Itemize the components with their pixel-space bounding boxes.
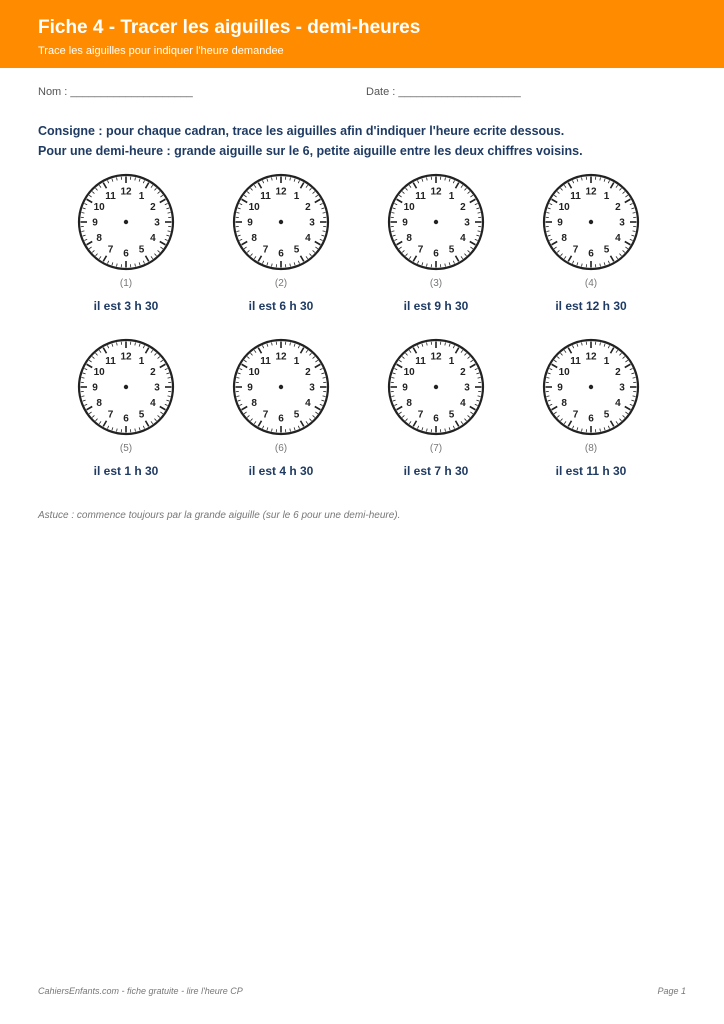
clock-face[interactable] bbox=[76, 172, 176, 272]
clock-numeral: 4 bbox=[150, 398, 156, 410]
clock-numeral: 5 bbox=[293, 244, 300, 256]
clock-numeral: 1 bbox=[603, 355, 610, 367]
clock-numeral: 7 bbox=[262, 409, 269, 421]
clock-numeral: 4 bbox=[615, 233, 621, 245]
clock-numeral: 6 bbox=[278, 248, 284, 260]
clock-numeral: 9 bbox=[402, 217, 408, 229]
clock-caption: il est 11 h 30 bbox=[555, 464, 627, 478]
clock-center-dot bbox=[279, 220, 283, 224]
clock-numeral: 10 bbox=[403, 367, 415, 379]
clock-numeral: 5 bbox=[293, 409, 300, 421]
clock-center-dot bbox=[124, 220, 128, 224]
clock-numeral: 6 bbox=[433, 248, 439, 260]
clock-numeral: 11 bbox=[570, 190, 581, 202]
clock-exercise[interactable] bbox=[226, 337, 336, 477]
clock-center-dot bbox=[434, 385, 438, 389]
clock-numeral: 8 bbox=[96, 398, 102, 410]
clock-number: (7) bbox=[429, 443, 443, 454]
clock-numeral: 5 bbox=[138, 409, 145, 421]
clock-number: (4) bbox=[584, 278, 598, 289]
clock-numeral: 3 bbox=[154, 217, 160, 229]
clock-number: (5) bbox=[119, 443, 133, 454]
clock-numeral: 10 bbox=[93, 367, 105, 379]
clock-face[interactable] bbox=[386, 337, 486, 437]
clock-exercise[interactable] bbox=[71, 172, 181, 312]
clock-numeral: 5 bbox=[448, 409, 455, 421]
clock-center-dot bbox=[589, 220, 593, 224]
clock-exercise[interactable] bbox=[536, 172, 646, 312]
clock-numeral: 3 bbox=[309, 382, 315, 394]
clock-numeral: 4 bbox=[305, 398, 311, 410]
clock-numeral: 7 bbox=[262, 244, 269, 256]
clock-numeral: 3 bbox=[464, 382, 470, 394]
clock-caption: il est 6 h 30 bbox=[248, 299, 314, 313]
clock-face[interactable] bbox=[541, 337, 641, 437]
clock-numeral: 3 bbox=[619, 382, 625, 394]
clock-numeral: 1 bbox=[293, 355, 300, 367]
clock-numeral: 12 bbox=[275, 351, 287, 363]
clock-numeral: 3 bbox=[464, 217, 470, 229]
clock-number: (3) bbox=[429, 278, 443, 289]
clock-numeral: 2 bbox=[460, 367, 466, 379]
clock-center-dot bbox=[589, 385, 593, 389]
clock-numeral: 9 bbox=[92, 382, 98, 394]
clock-caption: il est 3 h 30 bbox=[93, 299, 159, 313]
clock-numeral: 12 bbox=[585, 351, 597, 363]
clock-face[interactable] bbox=[541, 172, 641, 272]
clock-exercise[interactable] bbox=[536, 337, 646, 477]
footer-page-number: Page 1 bbox=[657, 986, 686, 996]
clock-numeral: 10 bbox=[403, 202, 415, 214]
clock-numeral: 7 bbox=[572, 244, 579, 256]
clock-numeral: 4 bbox=[460, 398, 466, 410]
page-title: Fiche 4 - Tracer les aiguilles - demi-heures bbox=[38, 17, 421, 38]
name-field[interactable]: Nom : ____________________ bbox=[38, 86, 193, 98]
tip-text: Astuce : commence toujours par la grande aiguille (sur le 6 pour une demi-heure). bbox=[38, 510, 401, 521]
clock-numeral: 9 bbox=[557, 382, 563, 394]
instructions bbox=[38, 121, 688, 161]
clock-numeral: 11 bbox=[415, 355, 426, 367]
clock-numeral: 5 bbox=[603, 409, 610, 421]
instruction-line: Pour une demi-heure : grande aiguille sur le 6, petite aiguille entre les deux chiffres voisins. bbox=[38, 144, 583, 158]
clock-numeral: 10 bbox=[558, 202, 570, 214]
clock-numeral: 2 bbox=[150, 367, 156, 379]
clock-numeral: 9 bbox=[247, 217, 253, 229]
clock-numeral: 2 bbox=[460, 202, 466, 214]
clock-numeral: 7 bbox=[107, 244, 114, 256]
clock-exercise[interactable] bbox=[226, 172, 336, 312]
clock-numeral: 3 bbox=[619, 217, 625, 229]
clock-number: (1) bbox=[119, 278, 133, 289]
clock-numeral: 8 bbox=[561, 398, 567, 410]
clock-numeral: 11 bbox=[260, 355, 271, 367]
clock-numeral: 9 bbox=[92, 217, 98, 229]
clock-numeral: 1 bbox=[603, 190, 610, 202]
clock-center-dot bbox=[124, 385, 128, 389]
clock-numeral: 11 bbox=[415, 190, 426, 202]
clock-exercise[interactable] bbox=[381, 172, 491, 312]
clock-caption: il est 4 h 30 bbox=[248, 464, 314, 478]
clock-numeral: 6 bbox=[123, 248, 129, 260]
clock-caption: il est 7 h 30 bbox=[403, 464, 469, 478]
clock-numeral: 10 bbox=[93, 202, 105, 214]
clock-numeral: 11 bbox=[105, 355, 116, 367]
clock-exercise[interactable] bbox=[381, 337, 491, 477]
clock-number: (8) bbox=[584, 443, 598, 454]
clock-numeral: 1 bbox=[138, 355, 145, 367]
clock-numeral: 11 bbox=[105, 190, 116, 202]
clock-numeral: 9 bbox=[247, 382, 253, 394]
clock-face[interactable] bbox=[76, 337, 176, 437]
clock-numeral: 2 bbox=[150, 202, 156, 214]
clock-number: (2) bbox=[274, 278, 288, 289]
clock-numeral: 8 bbox=[406, 398, 412, 410]
clock-numeral: 12 bbox=[120, 186, 132, 198]
clock-numeral: 7 bbox=[417, 244, 424, 256]
clock-center-dot bbox=[434, 220, 438, 224]
clock-numeral: 10 bbox=[558, 367, 570, 379]
header-banner bbox=[0, 0, 724, 68]
clock-face[interactable] bbox=[386, 172, 486, 272]
clock-numeral: 5 bbox=[448, 244, 455, 256]
clock-numeral: 6 bbox=[588, 248, 594, 260]
clock-numeral: 9 bbox=[402, 382, 408, 394]
clock-numeral: 8 bbox=[251, 233, 257, 245]
clock-face[interactable] bbox=[231, 337, 331, 437]
clock-caption: il est 9 h 30 bbox=[403, 299, 469, 313]
clock-numeral: 7 bbox=[107, 409, 114, 421]
clock-numeral: 11 bbox=[260, 190, 271, 202]
clock-caption: il est 12 h 30 bbox=[555, 299, 627, 313]
clock-numeral: 12 bbox=[585, 186, 597, 198]
clock-numeral: 7 bbox=[572, 409, 579, 421]
clock-numeral: 7 bbox=[417, 409, 424, 421]
clock-numeral: 2 bbox=[305, 367, 311, 379]
instruction-line: Consigne : pour chaque cadran, trace les aiguilles afin d'indiquer l'heure ecrite dessous. bbox=[38, 124, 565, 138]
clock-numeral: 3 bbox=[154, 382, 160, 394]
clock-face[interactable] bbox=[231, 172, 331, 272]
clock-numeral: 6 bbox=[123, 413, 129, 425]
clock-numeral: 12 bbox=[120, 351, 132, 363]
clock-numeral: 6 bbox=[278, 413, 284, 425]
date-field[interactable]: Date : ____________________ bbox=[366, 86, 521, 98]
clock-numeral: 4 bbox=[150, 233, 156, 245]
clock-numeral: 12 bbox=[430, 351, 442, 363]
clock-numeral: 1 bbox=[293, 190, 300, 202]
clock-numeral: 1 bbox=[138, 190, 145, 202]
clock-numeral: 8 bbox=[561, 233, 567, 245]
clock-numeral: 1 bbox=[448, 355, 455, 367]
clock-center-dot bbox=[279, 385, 283, 389]
clock-numeral: 4 bbox=[460, 233, 466, 245]
clock-numeral: 9 bbox=[557, 217, 563, 229]
clock-numeral: 2 bbox=[305, 202, 311, 214]
clock-exercise[interactable] bbox=[71, 337, 181, 477]
clock-number: (6) bbox=[274, 443, 288, 454]
clock-numeral: 5 bbox=[138, 244, 145, 256]
clock-numeral: 3 bbox=[309, 217, 315, 229]
footer-source: CahiersEnfants.com - fiche gratuite - lire l'heure CP bbox=[38, 986, 243, 996]
clock-numeral: 5 bbox=[603, 244, 610, 256]
clock-numeral: 8 bbox=[96, 233, 102, 245]
clock-numeral: 10 bbox=[248, 367, 260, 379]
clock-numeral: 12 bbox=[275, 186, 287, 198]
clock-numeral: 6 bbox=[433, 413, 439, 425]
clock-numeral: 1 bbox=[448, 190, 455, 202]
clock-numeral: 6 bbox=[588, 413, 594, 425]
clock-numeral: 8 bbox=[406, 233, 412, 245]
clock-numeral: 11 bbox=[570, 355, 581, 367]
clock-numeral: 12 bbox=[430, 186, 442, 198]
clock-numeral: 10 bbox=[248, 202, 260, 214]
clock-numeral: 2 bbox=[615, 202, 621, 214]
page-subtitle: Trace les aiguilles pour indiquer l'heure demandee bbox=[38, 45, 284, 57]
clock-caption: il est 1 h 30 bbox=[93, 464, 159, 478]
clock-numeral: 4 bbox=[615, 398, 621, 410]
clock-numeral: 8 bbox=[251, 398, 257, 410]
clock-numeral: 4 bbox=[305, 233, 311, 245]
clock-numeral: 2 bbox=[615, 367, 621, 379]
